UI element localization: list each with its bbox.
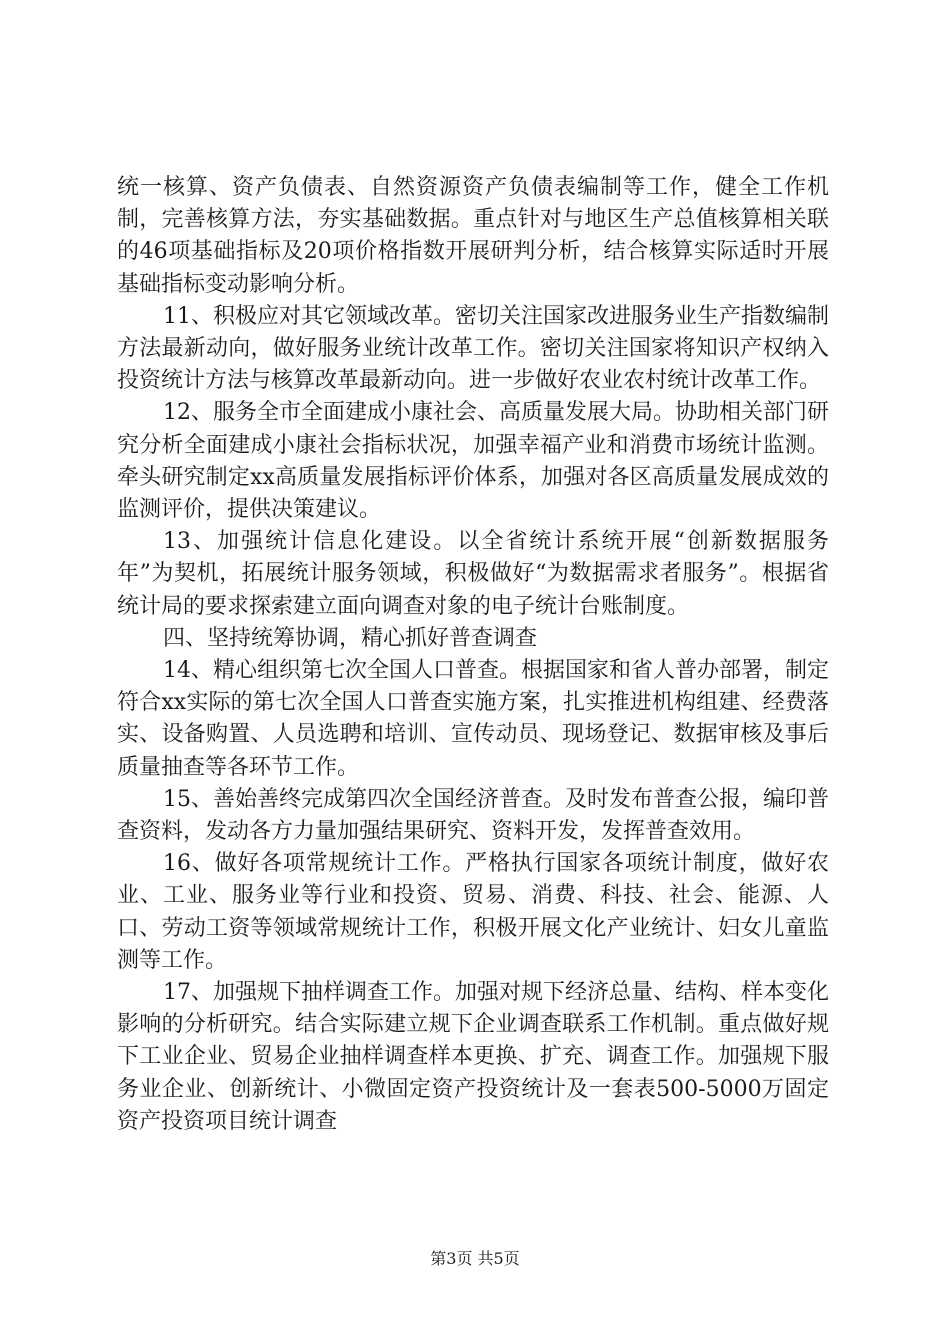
paragraph-7: 16、做好各项常规统计工作。严格执行国家各项统计制度，做好农业、工业、服务业等行业和投资、贸易、消费、科技、社会、能源、人口、劳动工资等领域常规统计工作，积极开展文化产业统计、妇女儿童监测等工作。: [117, 851, 829, 973]
paragraph-4: 13、加强统计信息化建设。以全省统计系统开展“创新数据服务年”为契机，拓展统计服务领域，积极做好“为数据需求者服务”。根据省统计局的要求探索建立面向调查对象的电子统计台账制度。: [117, 529, 829, 619]
paragraph-5: 14、精心组织第七次全国人口普查。根据国家和省人普办部署，制定符合xx实际的第七次全国人口普查实施方案，扎实推进机构组建、经费落实、设备购置、人员选聘和培训、宣传动员、现场登记、数据审核及事后质量抽查等各环节工作。: [117, 658, 829, 780]
page-footer: 第3页 共5页: [430, 1249, 520, 1268]
section-heading-4: 四、坚持统筹协调，精心抓好普查调查: [163, 625, 538, 651]
paragraph-2: 11、积极应对其它领域改革。密切关注国家改进服务业生产指数编制方法最新动向，做好服务业统计改革工作。密切关注国家将知识产权纳入投资统计方法与核算改革最新动向。进一步做好农业农村统计改革工作。: [117, 303, 829, 394]
paragraph-6: 15、善始善终完成第四次全国经济普查。及时发布普查公报，编印普查资料，发动各方力量加强结果研究、资料开发，发挥普查效用。: [117, 786, 829, 845]
paragraph-8: 17、加强规下抽样调查工作。加强对规下经济总量、结构、样本变化影响的分析研究。结合实际建立规下企业调查联系工作机制。重点做好规下工业企业、贸易企业抽样调查样本更换、扩充、调查工作。加强规下服务业企业、创新统计、小微固定资产投资统计及一套表500-5000万固定资产投资项目统计调查: [117, 980, 829, 1134]
paragraph-1: 统一核算、资产负债表、自然资源资产负债表编制等工作，健全工作机制，完善核算方法，夯实基础数据。重点针对与地区生产总值核算相关联的46项基础指标及20项价格指数开展研判分析，结合核算实际适时开展基础指标变动影响分析。: [117, 175, 829, 297]
document-body: [117, 172, 829, 1138]
paragraph-3: 12、服务全市全面建成小康社会、高质量发展大局。协助相关部门研究分析全面建成小康社会指标状况，加强幸福产业和消费市场统计监测。牵头研究制定xx高质量发展指标评价体系，加强对各区高质量发展成效的监测评价，提供决策建议。: [117, 400, 829, 523]
